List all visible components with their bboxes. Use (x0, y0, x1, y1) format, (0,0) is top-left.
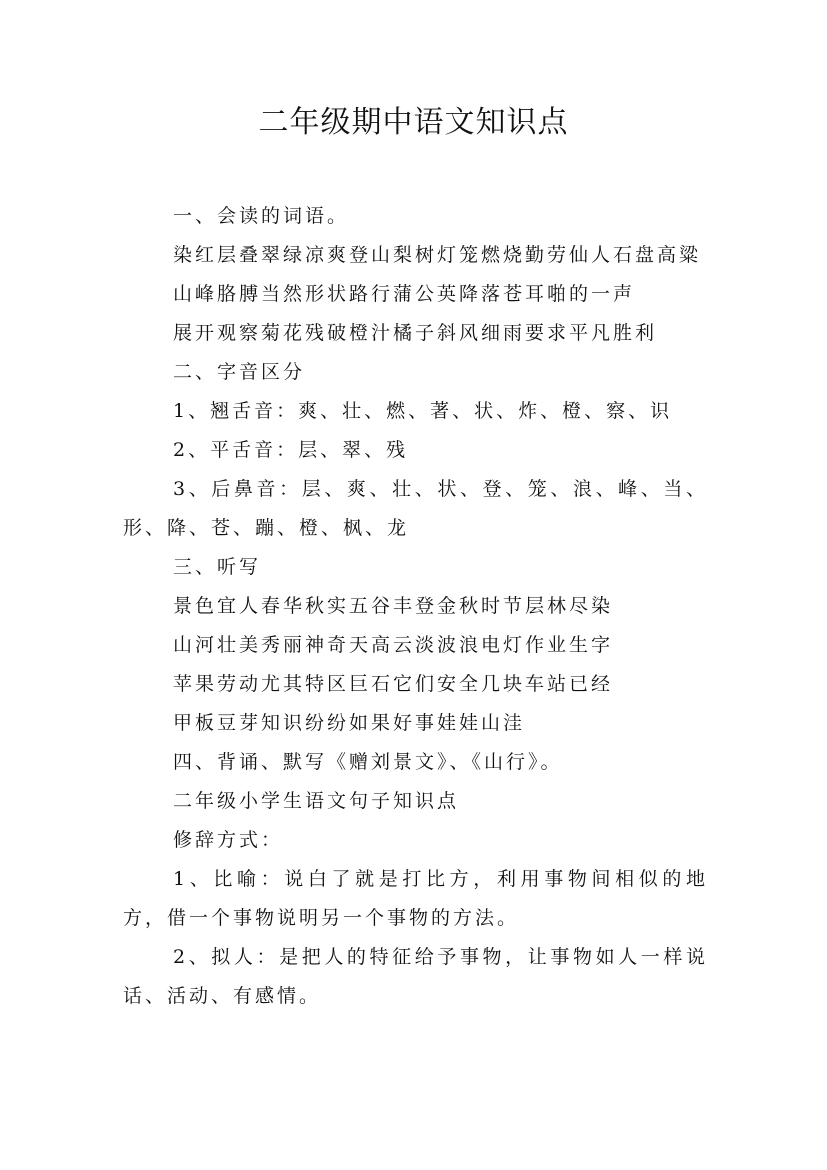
paragraph-word-list-2: 山峰胳膊当然形状路行蒲公英降落苍耳啪的一声 (173, 283, 636, 305)
paragraph-flat-tongue-sounds: 2、平舌音：层、翠、残 (173, 439, 409, 461)
paragraph-word-list-1: 染红层叠翠绿凉爽登山梨树灯笼燃烧勤劳仙人石盘高粱 (173, 244, 702, 266)
paragraph-personification: 2、拟人：是把人的特征给予事物，让事物如人一样说话、活动、有感情。 (123, 946, 708, 1007)
paragraph-dictation-3: 苹果劳动尤其特区巨石它们安全几块车站已经 (173, 673, 614, 695)
paragraph-retroflex-sounds: 1、翘舌音：爽、壮、燃、著、状、炸、橙、察、识 (173, 400, 673, 422)
paragraph-metaphor: 1、比喻：说白了就是打比方，利用事物间相似的地方，借一个事物说明另一个事物的方法。 (123, 868, 708, 929)
paragraph-section-1-heading: 一、会读的词语。 (173, 205, 350, 227)
paragraph-dictation-2: 山河壮美秀丽神奇天高云淡波浪电灯作业生字 (173, 634, 614, 656)
paragraph-back-nasal-sounds: 3、后鼻音：层、爽、壮、状、登、笼、浪、峰、当、形、降、苍、蹦、橙、枫、龙 (123, 478, 708, 539)
paragraph-section-2-heading: 二、字音区分 (173, 361, 306, 383)
paragraph-section-3-heading: 三、听写 (173, 556, 262, 578)
paragraph-dictation-4: 甲板豆芽知识纷纷如果好事娃娃山洼 (173, 712, 526, 734)
document-body (123, 197, 708, 1016)
paragraph-sentence-knowledge-heading: 二年级小学生语文句子知识点 (173, 790, 460, 812)
paragraph-rhetoric-heading: 修辞方式： (173, 829, 284, 851)
paragraph-word-list-3: 展开观察菊花残破橙汁橘子斜风细雨要求平凡胜利 (173, 322, 658, 344)
page-title: 二年级期中语文知识点 (258, 105, 569, 140)
paragraph-section-4-heading: 四、背诵、默写《赠刘景文》、《山行》。 (173, 751, 563, 773)
paragraph-dictation-1: 景色宜人春华秋实五谷丰登金秋时节层林尽染 (173, 595, 614, 617)
